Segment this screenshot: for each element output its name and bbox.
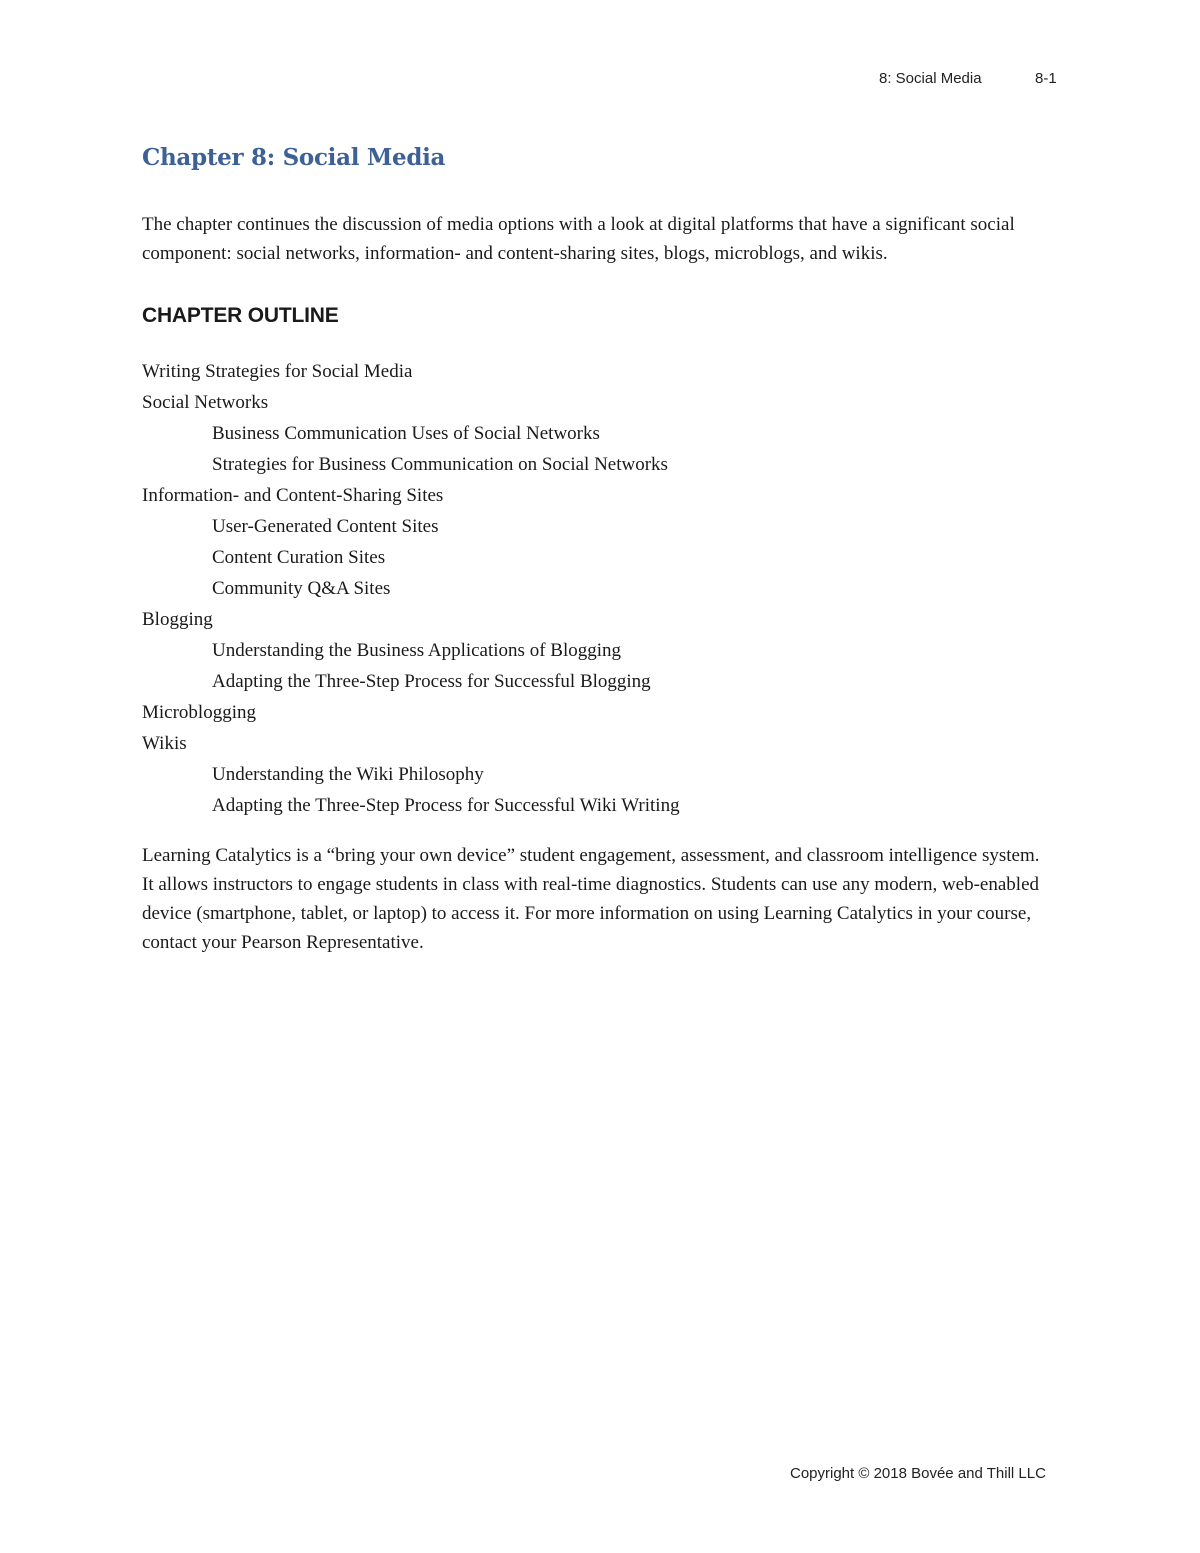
header-chapter-title: 8: Social Media <box>879 70 982 87</box>
outline-subitem: Community Q&A Sites <box>212 578 391 599</box>
outline-heading: CHAPTER OUTLINE <box>142 304 339 327</box>
outline-subitem: User-Generated Content Sites <box>212 516 439 537</box>
outline-subitem: Adapting the Three-Step Process for Successful Wiki Writing <box>212 795 680 816</box>
outline-subitem: Understanding the Business Applications of Blogging <box>212 640 622 661</box>
outline-item: Blogging <box>142 609 213 630</box>
page-content <box>142 140 1062 957</box>
outline-item: Wikis <box>142 733 187 754</box>
closing-paragraph: Learning Catalytics is a “bring your own device” student engagement, assessment, and classroom intelligence system. It allows instructors to engage students in class with real-time diagnostics. Students can use any modern, web-enabled device (smartphone, tablet, or laptop) to access it. For more information on using Learning Catalytics in your course, contact your Pearson Representative. <box>142 845 1040 953</box>
outline-subitem: Understanding the Wiki Philosophy <box>212 764 484 785</box>
outline-subitem: Strategies for Business Communication on Social Networks <box>212 454 668 475</box>
running-header <box>0 70 1200 90</box>
chapter-title: Chapter 8: Social Media <box>142 144 446 171</box>
copyright-footer: Copyright © 2018 Bovée and Thill LLC <box>790 1465 1046 1482</box>
outline-subitem: Business Communication Uses of Social Networks <box>212 423 600 444</box>
intro-paragraph: The chapter continues the discussion of media options with a look at digital platforms that have a significant social component: social networks, information- and content-sharing sites, blogs, microblogs, and wikis. <box>142 214 1015 264</box>
header-page-number: 8-1 <box>1035 70 1057 87</box>
outline-item: Microblogging <box>142 702 256 723</box>
chapter-outline-list <box>142 356 1062 821</box>
outline-subitem: Adapting the Three-Step Process for Successful Blogging <box>212 671 651 692</box>
outline-item: Information- and Content-Sharing Sites <box>142 485 444 506</box>
outline-item: Writing Strategies for Social Media <box>142 361 413 382</box>
outline-item: Social Networks <box>142 392 269 413</box>
outline-subitem: Content Curation Sites <box>212 547 386 568</box>
